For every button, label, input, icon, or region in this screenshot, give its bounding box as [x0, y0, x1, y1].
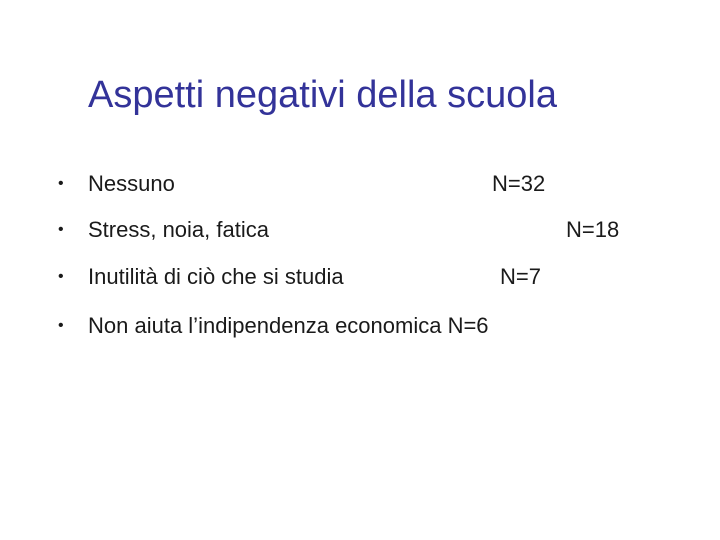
bullet-dot-icon: • [58, 175, 64, 192]
item-label: Stress, noia, fatica [88, 217, 269, 242]
slide-title: Aspetti negativi della scuola [88, 74, 557, 116]
item-count: N=32 [492, 171, 546, 196]
bullet-dot-icon: • [58, 268, 64, 285]
item-label: Nessuno [88, 171, 175, 196]
bullet-dot-icon: • [58, 221, 64, 238]
item-count: N=18 [566, 217, 620, 242]
item-label: Non aiuta l’indipendenza economica N=6 [88, 313, 489, 338]
bullet-dot-icon: • [58, 317, 64, 334]
item-count: N=7 [500, 264, 541, 289]
item-label: Inutilità di ciò che si studia [88, 264, 344, 289]
